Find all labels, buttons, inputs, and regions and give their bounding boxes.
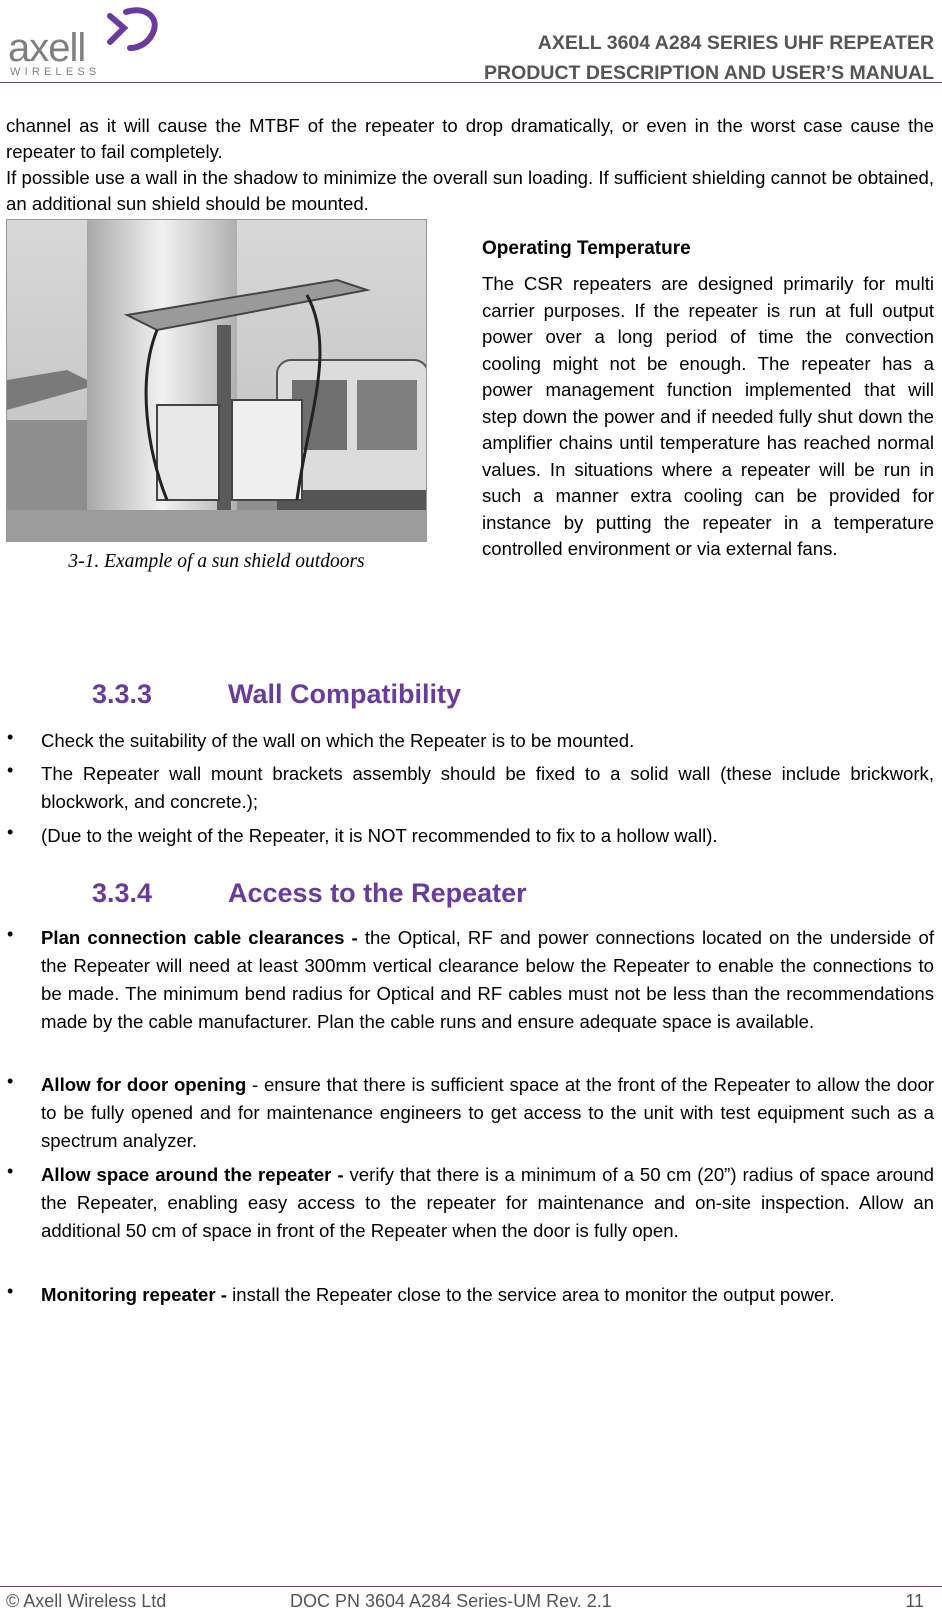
bullet-icon: •: [7, 1281, 14, 1301]
figure-caption: 3-1. Example of a sun shield outdoors: [68, 551, 365, 572]
footer-page-number: 11: [905, 1591, 924, 1611]
bullet-icon: •: [7, 1071, 14, 1091]
logo-subtitle: WIRELESS: [10, 66, 101, 78]
operating-temperature-heading: Operating Temperature: [482, 238, 691, 259]
list-item-text: Allow for door opening - ensure that there is sufficient space at the front of the Repeater to allow the door to be fully opened and for maintenance engineers to get access to the unit with test equipment such as a spectrum analyzer.: [41, 1074, 934, 1151]
footer-copyright: © Axell Wireless Ltd: [6, 1591, 167, 1611]
list-item-text: (Due to the weight of the Repeater, it is NOT recommended to fix to a hollow wall).: [41, 825, 718, 846]
list-item-text: The Repeater wall mount brackets assembly should be fixed to a solid wall (these include brickwork, blockwork, and concrete.);: [41, 763, 934, 812]
header-title: [484, 28, 934, 88]
header-title-line2: PRODUCT DESCRIPTION AND USER’S MANUAL: [484, 62, 934, 84]
sun-shield-photo: [6, 219, 427, 542]
bullet-icon: •: [7, 760, 14, 780]
section-heading-wall-compatibility: [92, 679, 461, 710]
section-title: Access to the Repeater: [228, 878, 527, 908]
intro-paragraph-1: channel as it will cause the MTBF of the repeater to drop dramatically, or even in the worst case cause the repeater to fail completely.: [6, 115, 934, 162]
intro-paragraph-2: If possible use a wall in the shadow to minimize the overall sun loading. If sufficient shielding cannot be obtained, an additional sun shield should be mounted.: [6, 167, 934, 214]
bullet-icon: •: [7, 1161, 14, 1181]
list-item-text: Check the suitability of the wall on which the Repeater is to be mounted.: [41, 730, 635, 751]
logo-wordmark: axell: [8, 26, 86, 70]
bullet-icon: •: [7, 924, 14, 944]
header-title-line1: AXELL 3604 A284 SERIES UHF REPEATER: [537, 32, 934, 54]
footer-rule: [0, 1586, 942, 1587]
sun-shield-photo-illustration: [7, 220, 427, 542]
bullet-icon: •: [7, 822, 14, 842]
bullet-icon: •: [7, 727, 14, 747]
list-item-text: Monitoring repeater - install the Repeater close to the service area to monitor the output power.: [41, 1284, 835, 1305]
header-rule: [0, 82, 942, 83]
section-number: 3.3.4: [92, 878, 153, 908]
list-item-text: Allow space around the repeater - verify that there is a minimum of a 50 cm (20”) radius of space around the Repeater, enabling easy access to the repeater for maintenance and on-site inspection. Allow an additional 50 cm of space in front of the Repeater when the door is fully open.: [41, 1164, 934, 1241]
section-heading-access-to-repeater: [92, 878, 527, 909]
list-item-text: Plan connection cable clearances - the Optical, RF and power connections located on the underside of the Repeater will need at least 300mm vertical clearance below the Repeater to enable the connections to be made. The minimum bend radius for Optical and RF cables must not be less than the recommendations made by the cable manufacturer. Plan the cable runs and ensure adequate space is available.: [41, 927, 935, 1032]
logo-swoosh-icon: [104, 2, 160, 54]
footer-doc-number: DOC PN 3604 A284 Series-UM Rev. 2.1: [290, 1591, 612, 1611]
section-title: Wall Compatibility: [228, 679, 462, 709]
operating-temperature-text: The CSR repeaters are designed primarily for multi carrier purposes. If the repeater is run at full output power over a long period of time the convection cooling might not be enough. The repeater has a power management function implemented that will step down the power and if needed fully shut down the amplifier chains until temperature has reached normal values. In situations where a repeater will be run in such a manner extra cooling can be provided for instance by putting the repeater in a temperature controlled environment or via external fans.: [482, 273, 934, 559]
section-number: 3.3.3: [92, 679, 153, 709]
axell-wireless-logo: [8, 2, 158, 78]
